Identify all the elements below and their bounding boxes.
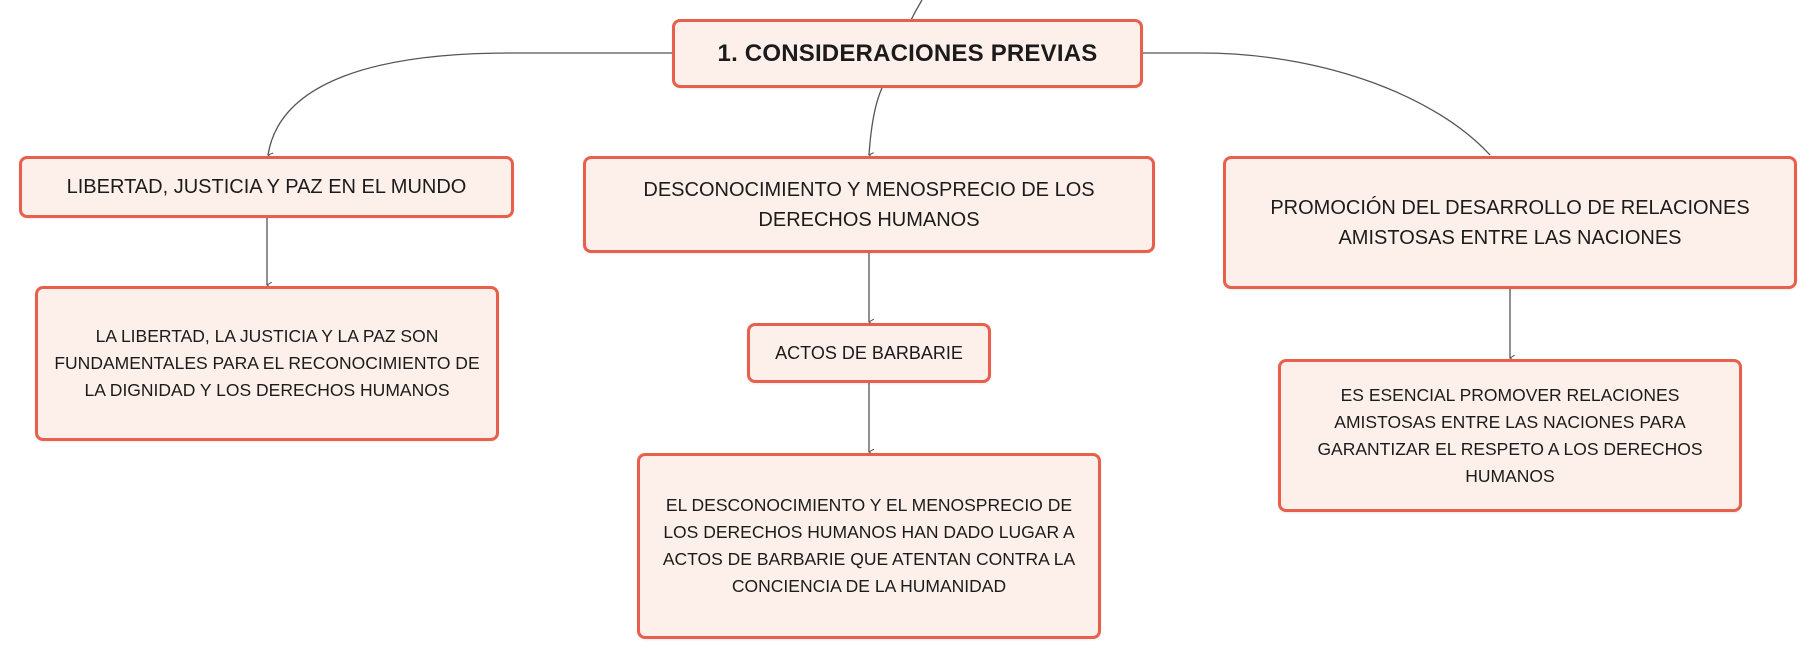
branch-topic-promocion[interactable] xyxy=(1223,156,1797,289)
subtopic-label: ACTOS DE BARBARIE xyxy=(775,342,963,363)
detail-topic-promocion[interactable] xyxy=(1278,359,1742,512)
connector-root-to-branch-2 xyxy=(869,88,882,155)
subtopic-actos-de-barbarie[interactable] xyxy=(747,323,991,383)
detail-topic-label: EL DESCONOCIMIENTO Y EL MENOSPRECIO DE LOS DERECHOS HUMANOS HAN DADO LUGAR A ACTOS DE BARBARIE QUE ATENTAN CONTRA LA CONCIENCIA DE LA HUMANIDAD xyxy=(662,495,1076,596)
detail-topic-label: ES ESENCIAL PROMOVER RELACIONES AMISTOSAS ENTRE LAS NACIONES PARA GARANTIZAR EL RESPETO A LOS DERECHOS HUMANOS xyxy=(1317,384,1703,486)
detail-topic-libertad[interactable] xyxy=(35,286,499,441)
connector-root-to-branch-3 xyxy=(1142,53,1490,155)
branch-topic-label: DESCONOCIMIENTO Y MENOSPRECIO DE LOS DERECHOS HUMANOS xyxy=(643,178,1095,231)
root-topic-label: 1. CONSIDERACIONES PREVIAS xyxy=(717,39,1098,67)
branch-topic-label: LIBERTAD, JUSTICIA Y PAZ EN EL MUNDO xyxy=(66,176,467,198)
branch-topic-libertad[interactable] xyxy=(19,156,514,218)
detail-topic-desconocimiento[interactable] xyxy=(637,453,1101,639)
root-topic[interactable] xyxy=(672,19,1143,88)
connector-parent-to-root xyxy=(911,0,922,20)
detail-topic-label: LA LIBERTAD, LA JUSTICIA Y LA PAZ SON FUNDAMENTALES PARA EL RECONOCIMIENTO DE LA DIGNIDAD Y LOS DERECHOS HUMANOS xyxy=(54,326,480,400)
branch-topic-desconocimiento[interactable] xyxy=(583,156,1155,253)
branch-topic-label: PROMOCIÓN DEL DESARROLLO DE RELACIONES AMISTOSAS ENTRE LAS NACIONES xyxy=(1270,196,1750,249)
connector-root-to-branch-1 xyxy=(268,53,672,155)
